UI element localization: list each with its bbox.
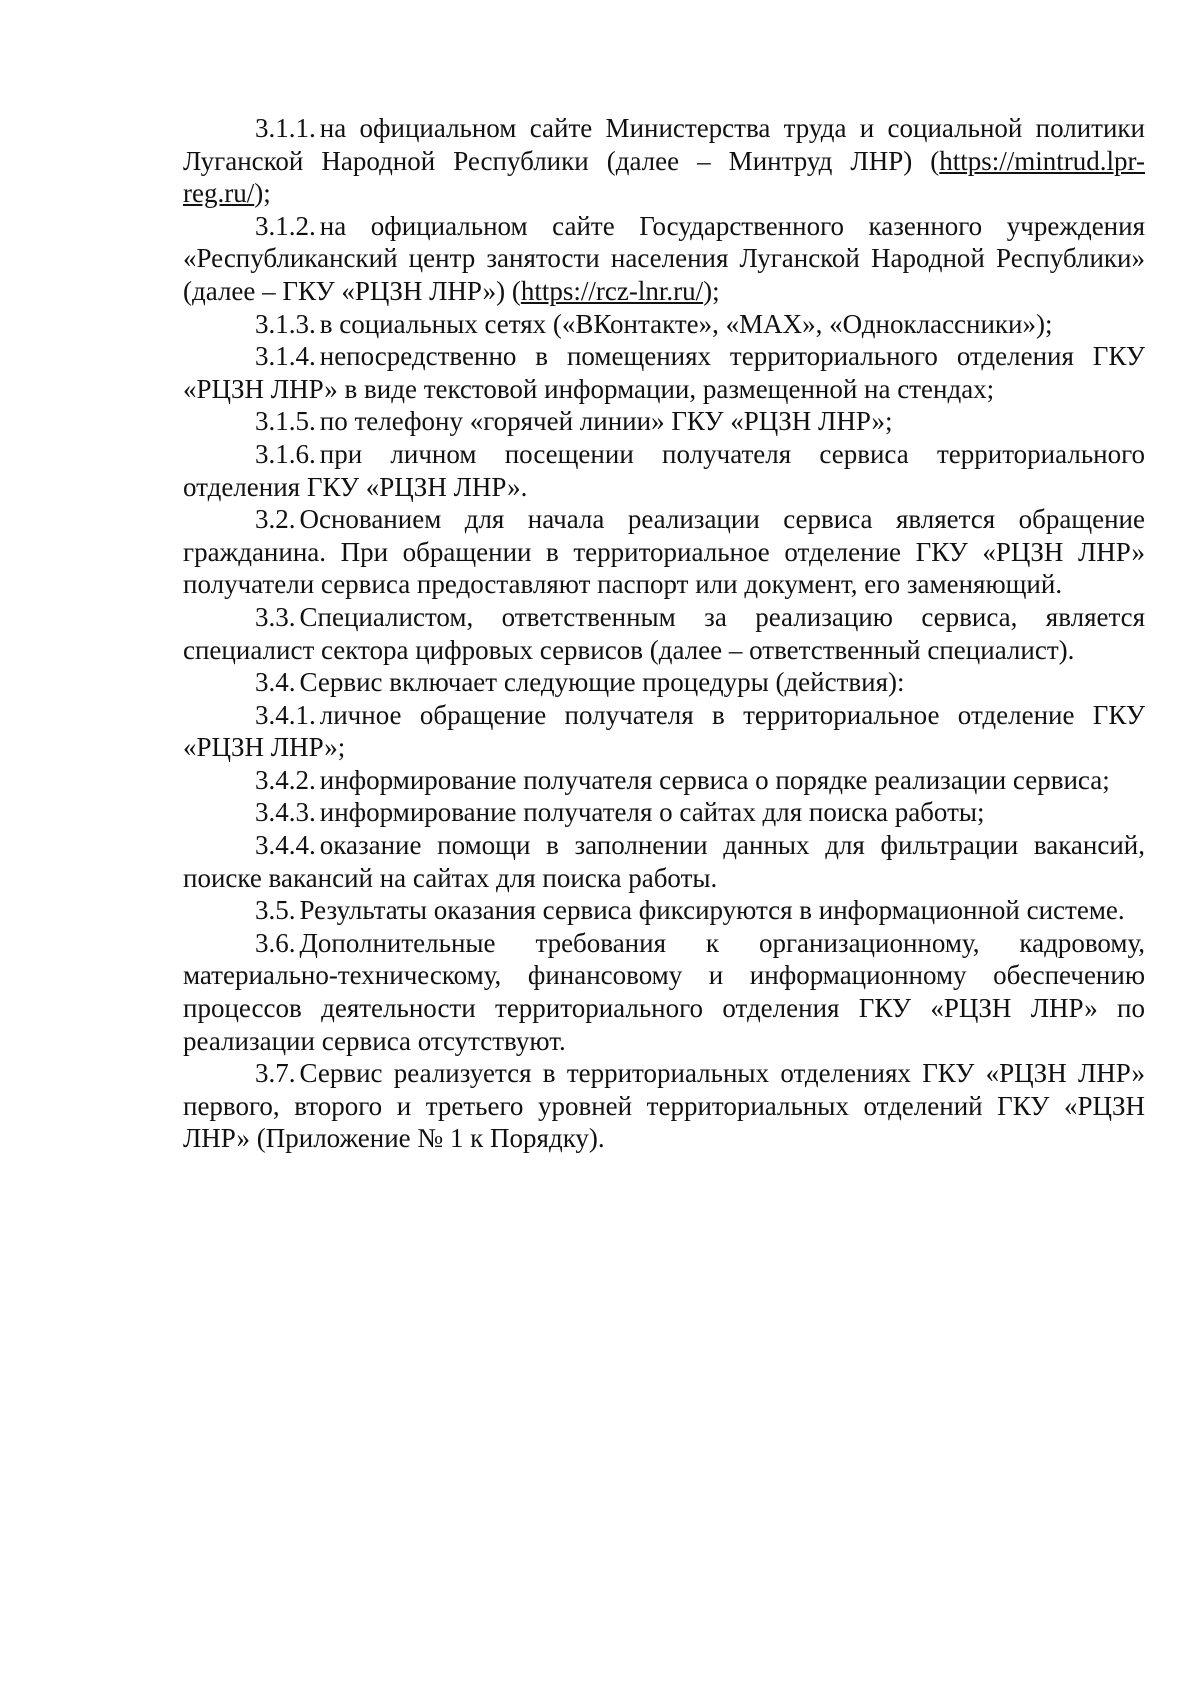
paragraph-text-end: ); xyxy=(254,178,271,209)
paragraph-number: 3.6. xyxy=(255,927,296,958)
paragraph-number: 3.4. xyxy=(255,667,296,698)
paragraph-3-4-4 xyxy=(183,829,1145,894)
paragraph-number: 3.4.2. xyxy=(255,764,316,795)
paragraph-text: личное обращение получателя в территориальное отделение ГКУ «РЦЗН ЛНР»; xyxy=(183,699,1145,763)
paragraph-3-1-4 xyxy=(183,340,1145,405)
paragraph-3-2 xyxy=(183,503,1145,601)
paragraph-text: непосредственно в помещениях территориального отделения ГКУ «РЦЗН ЛНР» в виде текстовой информации, размещенной на стендах; xyxy=(183,341,1145,404)
paragraph-3-4 xyxy=(183,666,1145,699)
paragraph-text: Специалистом, ответственным за реализацию сервиса, является специалист сектора цифровых сервисов (далее – ответственный специалист). xyxy=(183,601,1145,665)
paragraph-3-5 xyxy=(183,894,1145,927)
paragraph-3-4-2 xyxy=(183,764,1145,797)
paragraph-3-4-1 xyxy=(183,699,1145,764)
paragraph-text: информирование получателя о сайтах для поиска работы; xyxy=(319,797,985,828)
paragraph-number: 3.1.4. xyxy=(255,341,316,372)
paragraph-3-1-5 xyxy=(183,405,1145,438)
rczn-link[interactable]: https://rcz-lnr.ru/ xyxy=(520,275,704,306)
paragraph-text: Сервис включает следующие процедуры (действия): xyxy=(299,667,905,698)
paragraph-number: 3.4.1. xyxy=(255,699,316,730)
paragraph-3-1-6 xyxy=(183,438,1145,503)
paragraph-text: Основанием для начала реализации сервиса является обращение гражданина. При обращении в территориальное отделение ГКУ «РЦЗН ЛНР» получатели сервиса предоставляют паспорт или документ, его заменяющий. xyxy=(183,504,1145,600)
paragraph-text: оказание помощи в заполнении данных для фильтрации вакансий, поиске вакансий на сайтах для поиска работы. xyxy=(183,830,1145,893)
paragraph-number: 3.4.3. xyxy=(255,797,316,828)
paragraph-text: Результаты оказания сервиса фиксируются в информационной системе. xyxy=(299,895,1125,926)
paragraph-text: Дополнительные требования к организационному, кадровому, материально-техническому, финансовому и информационному обеспечению процессов деятельности территориального отделения ГКУ «РЦЗН ЛНР» по реализации сервиса отсутствуют. xyxy=(183,927,1145,1056)
paragraph-number: 3.3. xyxy=(255,601,296,632)
paragraph-number: 3.4.4. xyxy=(255,830,316,861)
paragraph-text: при личном посещении получателя сервиса территориального отделения ГКУ «РЦЗН ЛНР». xyxy=(183,438,1145,502)
paragraph-3-4-3 xyxy=(183,796,1145,829)
document-body xyxy=(183,112,1145,1155)
paragraph-number: 3.1.1. xyxy=(255,113,316,143)
paragraph-3-3 xyxy=(183,601,1145,666)
paragraph-3-1-3 xyxy=(183,308,1145,341)
paragraph-text: по телефону «горячей линии» ГКУ «РЦЗН ЛНР»; xyxy=(319,406,893,437)
paragraph-3-1-1 xyxy=(183,112,1145,210)
paragraph-3-6 xyxy=(183,927,1145,1057)
paragraph-text: в социальных сетях («ВКонтакте», «МАХ», «Одноклассники»); xyxy=(319,308,1053,339)
paragraph-text: на официальном сайте Министерства труда и социальной политики Луганской Народной Республики (далее – Минтруд ЛНР) ( xyxy=(183,113,1145,176)
paragraph-number: 3.1.5. xyxy=(255,406,316,437)
paragraph-3-1-2 xyxy=(183,210,1145,308)
paragraph-number: 3.1.3. xyxy=(255,308,316,339)
mintrud-link[interactable]: https://mintrud.lpr-reg.ru/ xyxy=(183,145,1145,209)
paragraph-number: 3.2. xyxy=(255,504,296,535)
paragraph-3-7 xyxy=(183,1057,1145,1155)
paragraph-number: 3.1.2. xyxy=(255,210,316,241)
paragraph-number: 3.1.6. xyxy=(255,438,316,469)
paragraph-text: на официальном сайте Государственного казенного учреждения «Республиканский центр занятости населения Луганской Народной Республики» (далее – ГКУ «РЦЗН ЛНР») ( xyxy=(183,210,1145,306)
paragraph-number: 3.7. xyxy=(255,1058,296,1089)
paragraph-text: информирование получателя сервиса о порядке реализации сервиса; xyxy=(319,764,1110,795)
paragraph-number: 3.5. xyxy=(255,895,296,926)
paragraph-text-end: ); xyxy=(703,275,720,306)
paragraph-text: Сервис реализуется в территориальных отделениях ГКУ «РЦЗН ЛНР» первого, второго и третьего уровней территориальных отделений ГКУ «РЦЗН ЛНР» (Приложение № 1 к Порядку). xyxy=(183,1058,1145,1154)
